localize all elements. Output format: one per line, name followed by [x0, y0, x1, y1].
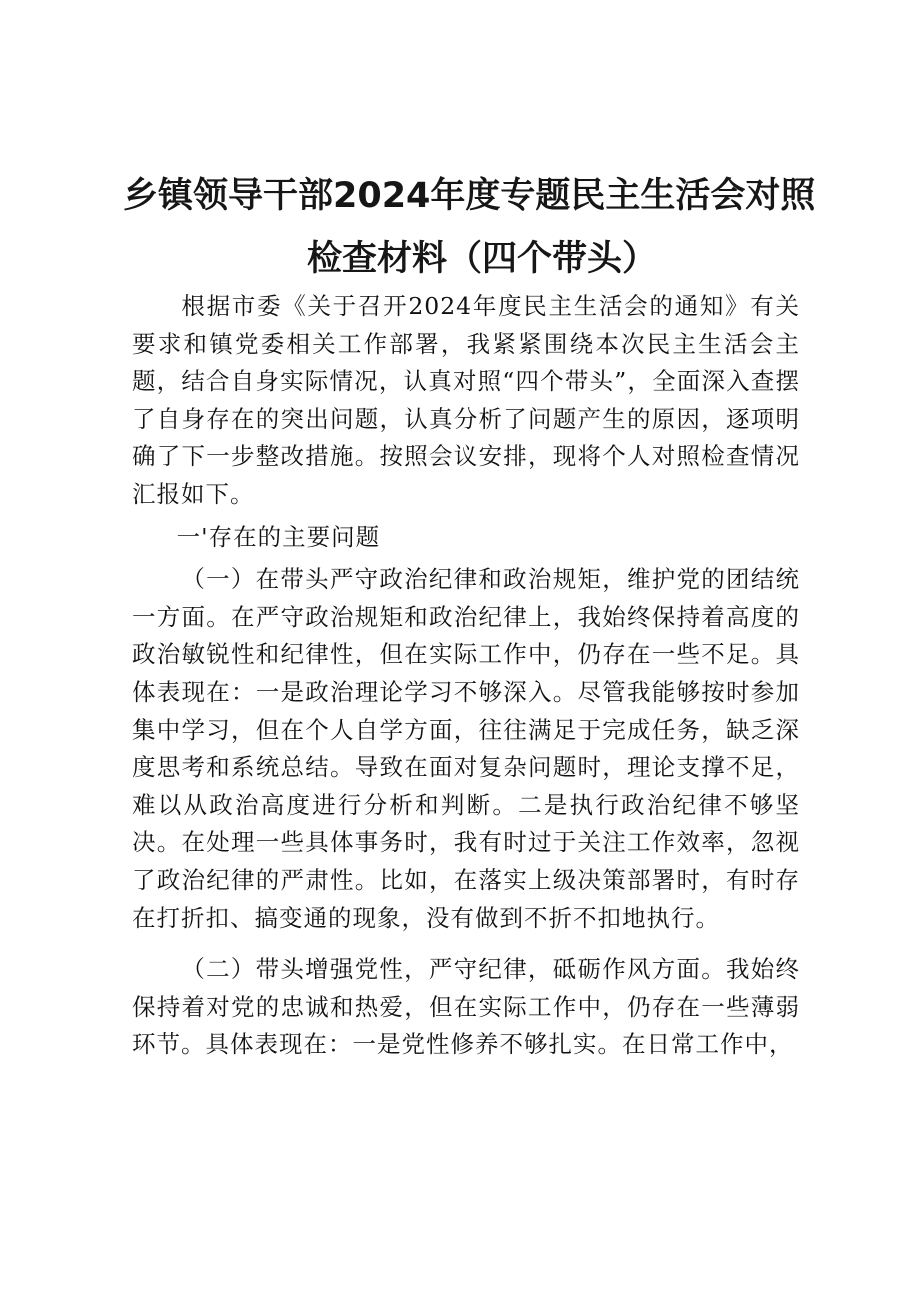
problem-item-2: （二）带头增强党性，严守纪律，砥砺作风方面。我始终保持着对党的忠诚和热爱，但在实际工作中，仍存在一些薄弱环节。具体表现在：一是党性修养不够扎实。在日常工作中， [132, 955, 800, 1059]
problem-item-1: （一）在带头严守政治纪律和政治规矩，维护党的团结统一方面。在严守政治规矩和政治纪律上，我始终保持着高度的政治敏锐性和纪律性，但在实际工作中，仍存在一些不足。具体表现在：一是政治理论学习不够深入。尽管我能够按时参加集中学习，但在个人自学方面，往往满足于完成任务，缺乏深度思考和系统总结。导致在面对复杂问题时，理论支撑不足，难以从政治高度进行分析和判断。二是执行政治纪律不够坚决。在处理一些具体事务时，我有时过于关注工作效率，忽视了政治纪律的严肃性。比如，在落实上级决策部署时，有时存在打折扣、搞变通的现象，没有做到不折不扣地执行。 [132, 565, 800, 932]
document-title-line1: 乡镇领导干部2024年度专题民主生活会对照 [123, 176, 816, 216]
intro-paragraph: 根据市委《关于召开2024年度民主生活会的通知》有关要求和镇党委相关工作部署，我紧紧围绕本次民主生活会主题，结合自身实际情况，认真对照“四个带头”，全面深入查摆了自身存在的突出问题，认真分析了问题产生的原因，逐项明确了下一步整改措施。按照会议安排，现将个人对照检查情况汇报如下。 [132, 292, 800, 508]
document-title-line2: 检查材料（四个带头） [307, 239, 658, 279]
document-body [132, 288, 800, 1064]
section-heading-main-problems: 一'存在的主要问题 [176, 522, 381, 551]
